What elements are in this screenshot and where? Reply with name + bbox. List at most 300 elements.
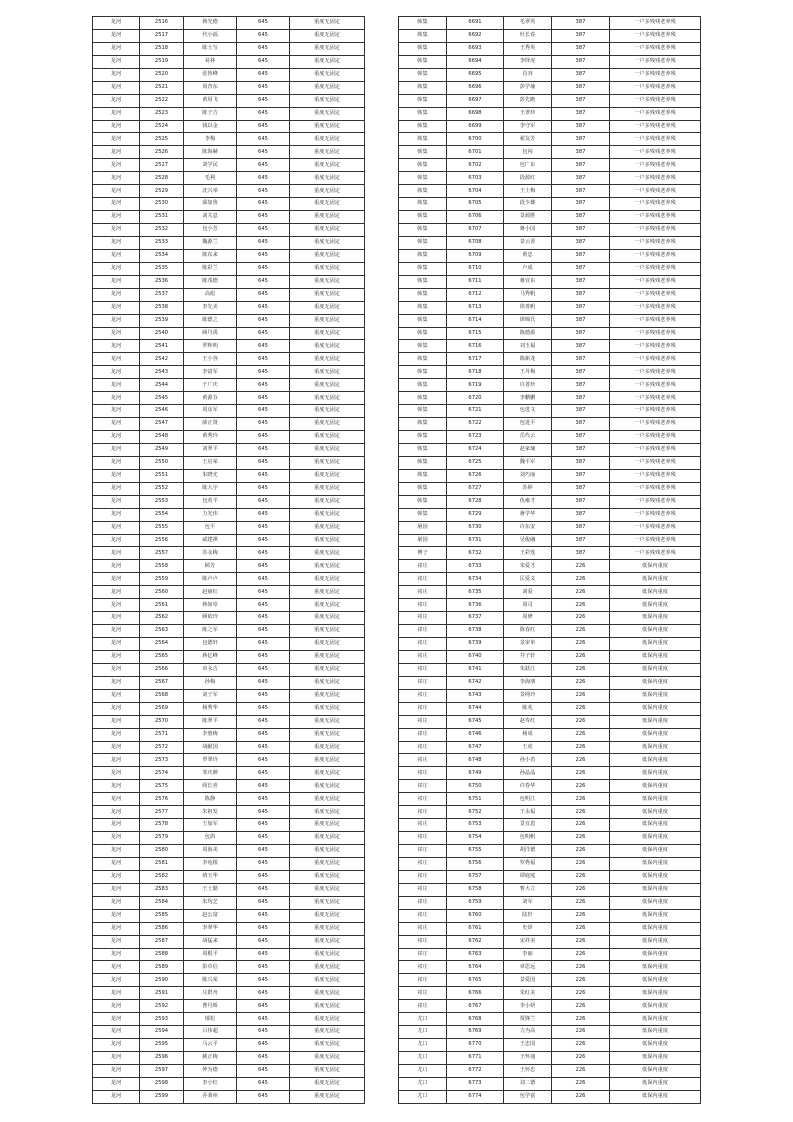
name-cell: 谭庭庭 — [504, 870, 552, 883]
serial-number-cell: 2577 — [140, 806, 184, 819]
table-row — [93, 560, 365, 573]
serial-number-cell: 2575 — [140, 780, 184, 793]
township-cell: 祁庄 — [399, 560, 447, 573]
amount-cell: 645 — [237, 1052, 290, 1065]
township-cell: 韩集 — [399, 81, 447, 94]
township-cell: 龙河 — [93, 922, 140, 935]
serial-number-cell: 6698 — [447, 107, 504, 120]
category-cell: 一户多残残老养残 — [610, 366, 701, 379]
category-cell: 低保内重度 — [610, 1077, 701, 1090]
table-row — [93, 961, 365, 974]
township-cell: 韩集 — [399, 17, 447, 30]
township-cell: 韩集 — [399, 327, 447, 340]
name-cell: 景审单 — [504, 638, 552, 651]
serial-number-cell: 2522 — [140, 94, 184, 107]
category-cell: 低保内重度 — [610, 638, 701, 651]
serial-number-cell: 2542 — [140, 353, 184, 366]
serial-number-cell: 6709 — [447, 249, 504, 262]
name-cell: 陆轩 — [504, 909, 552, 922]
category-cell: 重度无固定 — [290, 392, 365, 405]
table-row — [93, 586, 365, 599]
name-cell: 阎长喜 — [184, 780, 237, 793]
township-cell: 韩集 — [399, 495, 447, 508]
serial-number-cell: 2568 — [140, 689, 184, 702]
serial-number-cell: 2533 — [140, 236, 184, 249]
township-cell: 龙河 — [93, 55, 140, 68]
category-cell: 重度无固定 — [290, 676, 365, 689]
amount-cell: 387 — [552, 379, 610, 392]
amount-cell: 226 — [552, 625, 610, 638]
amount-cell: 645 — [237, 987, 290, 1000]
serial-number-cell: 6694 — [447, 55, 504, 68]
category-cell: 重度无固定 — [290, 650, 365, 663]
township-cell: 韩集 — [399, 340, 447, 353]
township-cell: 龙河 — [93, 42, 140, 55]
amount-cell: 645 — [237, 650, 290, 663]
township-cell: 祁庄 — [399, 909, 447, 922]
name-cell: 庄群舟 — [184, 987, 237, 1000]
township-cell: 龙河 — [93, 211, 140, 224]
serial-number-cell: 6712 — [447, 288, 504, 301]
township-cell: 尤口 — [399, 1077, 447, 1090]
category-cell: 一户多残残老养残 — [610, 120, 701, 133]
table-row — [399, 301, 701, 314]
township-cell: 韩集 — [399, 198, 447, 211]
table-row — [93, 120, 365, 133]
category-cell: 重度无固定 — [290, 1039, 365, 1052]
township-cell: 龙河 — [93, 715, 140, 728]
amount-cell: 387 — [552, 288, 610, 301]
serial-number-cell: 6754 — [447, 832, 504, 845]
township-cell: 龙河 — [93, 456, 140, 469]
category-cell: 一户多残残老养残 — [610, 534, 701, 547]
amount-cell: 387 — [552, 495, 610, 508]
amount-cell: 645 — [237, 392, 290, 405]
township-cell: 龙河 — [93, 405, 140, 418]
township-cell: 龙河 — [93, 159, 140, 172]
serial-number-cell: 6750 — [447, 780, 504, 793]
category-cell: 重度无固定 — [290, 81, 365, 94]
table-row — [399, 806, 701, 819]
amount-cell: 226 — [552, 1077, 610, 1090]
table-row — [93, 625, 365, 638]
amount-cell: 645 — [237, 767, 290, 780]
category-cell: 一户多残残老养残 — [610, 301, 701, 314]
table-row — [93, 68, 365, 81]
name-cell: 周青东 — [184, 81, 237, 94]
amount-cell: 645 — [237, 728, 290, 741]
amount-cell: 645 — [237, 301, 290, 314]
amount-cell: 645 — [237, 508, 290, 521]
township-cell: 韩集 — [399, 68, 447, 81]
township-cell: 龙河 — [93, 495, 140, 508]
amount-cell: 645 — [237, 94, 290, 107]
table-row — [93, 715, 365, 728]
table-row — [93, 728, 365, 741]
name-cell: 薛正贤 — [184, 418, 237, 431]
township-cell: 龙河 — [93, 198, 140, 211]
name-cell: 王士勤 — [184, 883, 237, 896]
township-cell: 龙河 — [93, 896, 140, 909]
serial-number-cell: 6772 — [447, 1064, 504, 1077]
category-cell: 重度无固定 — [290, 68, 365, 81]
table-row — [399, 211, 701, 224]
amount-cell: 645 — [237, 211, 290, 224]
serial-number-cell: 6759 — [447, 896, 504, 909]
serial-number-cell: 2562 — [140, 612, 184, 625]
serial-number-cell: 6767 — [447, 1000, 504, 1013]
serial-number-cell: 6714 — [447, 314, 504, 327]
amount-cell: 226 — [552, 857, 610, 870]
name-cell: 包明江 — [504, 793, 552, 806]
category-cell: 重度无固定 — [290, 806, 365, 819]
name-cell: 李惠梅 — [184, 728, 237, 741]
category-cell: 重度无固定 — [290, 961, 365, 974]
category-cell: 重度无固定 — [290, 275, 365, 288]
amount-cell: 645 — [237, 42, 290, 55]
township-cell: 龙河 — [93, 741, 140, 754]
serial-number-cell: 2547 — [140, 418, 184, 431]
serial-number-cell: 6773 — [447, 1077, 504, 1090]
township-cell: 龙河 — [93, 638, 140, 651]
name-cell: 章永吉 — [184, 663, 237, 676]
category-cell: 低保内重度 — [610, 780, 701, 793]
township-cell: 龙河 — [93, 961, 140, 974]
amount-cell: 387 — [552, 211, 610, 224]
township-cell: 龙河 — [93, 1090, 140, 1103]
amount-cell: 645 — [237, 495, 290, 508]
township-cell: 祁庄 — [399, 573, 447, 586]
name-cell: 顾芳 — [184, 560, 237, 573]
amount-cell: 645 — [237, 198, 290, 211]
name-cell: 王小容 — [184, 353, 237, 366]
amount-cell: 645 — [237, 715, 290, 728]
name-cell: 肖容 — [504, 68, 552, 81]
township-cell: 韩集 — [399, 301, 447, 314]
category-cell: 重度无固定 — [290, 741, 365, 754]
name-cell: 魏平军 — [504, 456, 552, 469]
township-cell: 龙河 — [93, 599, 140, 612]
category-cell: 低保内重度 — [610, 663, 701, 676]
township-cell: 龙河 — [93, 443, 140, 456]
category-cell: 低保内重度 — [610, 793, 701, 806]
serial-number-cell: 2579 — [140, 832, 184, 845]
serial-number-cell: 2555 — [140, 521, 184, 534]
township-cell: 韩集 — [399, 508, 447, 521]
amount-cell: 645 — [237, 948, 290, 961]
name-cell: 蒋亿峰 — [184, 650, 237, 663]
table-row — [93, 42, 365, 55]
category-cell: 低保内重度 — [610, 832, 701, 845]
township-cell: 祁庄 — [399, 845, 447, 858]
serial-number-cell: 6713 — [447, 301, 504, 314]
name-cell: 景爱国 — [504, 974, 552, 987]
table-row — [93, 922, 365, 935]
name-cell: 刘玉福 — [504, 340, 552, 353]
name-cell: 包学富 — [504, 1090, 552, 1103]
serial-number-cell: 6703 — [447, 172, 504, 185]
serial-number-cell: 2529 — [140, 185, 184, 198]
table-row — [93, 909, 365, 922]
township-cell: 祁庄 — [399, 883, 447, 896]
amount-cell: 645 — [237, 819, 290, 832]
table-row — [93, 211, 365, 224]
amount-cell: 645 — [237, 676, 290, 689]
amount-cell: 645 — [237, 586, 290, 599]
category-cell: 一户多残残老养残 — [610, 262, 701, 275]
amount-cell: 387 — [552, 198, 610, 211]
name-cell: 周彦军 — [184, 405, 237, 418]
category-cell: 重度无固定 — [290, 224, 365, 237]
table-row — [399, 418, 701, 431]
serial-number-cell: 6762 — [447, 935, 504, 948]
serial-number-cell: 2549 — [140, 443, 184, 456]
table-row — [399, 42, 701, 55]
table-row — [93, 431, 365, 444]
name-cell: 包小芳 — [184, 224, 237, 237]
table-row — [93, 81, 365, 94]
serial-number-cell: 2530 — [140, 198, 184, 211]
name-cell: 杨成 — [504, 728, 552, 741]
table-row — [399, 172, 701, 185]
amount-cell: 645 — [237, 340, 290, 353]
table-row — [93, 521, 365, 534]
amount-cell: 226 — [552, 909, 610, 922]
table-row — [93, 1090, 365, 1103]
category-cell: 低保内重度 — [610, 870, 701, 883]
table-row — [93, 392, 365, 405]
amount-cell: 645 — [237, 689, 290, 702]
township-cell: 祁庄 — [399, 625, 447, 638]
amount-cell: 226 — [552, 741, 610, 754]
serial-number-cell: 6725 — [447, 456, 504, 469]
township-cell: 龙河 — [93, 1052, 140, 1065]
name-cell: 赵家瑜 — [504, 443, 552, 456]
table-row — [93, 146, 365, 159]
township-cell: 韩集 — [399, 146, 447, 159]
name-cell: 包平 — [184, 521, 237, 534]
table-row — [93, 599, 365, 612]
name-cell: 李鹏鹏 — [504, 392, 552, 405]
category-cell: 重度无固定 — [290, 249, 365, 262]
table-row — [93, 249, 365, 262]
name-cell: 朱均芝 — [184, 896, 237, 909]
category-cell: 重度无固定 — [290, 1064, 365, 1077]
name-cell: 陈翠平 — [184, 715, 237, 728]
amount-cell: 387 — [552, 508, 610, 521]
table-row — [399, 81, 701, 94]
amount-cell: 387 — [552, 521, 610, 534]
township-cell: 龙河 — [93, 1026, 140, 1039]
table-row — [93, 612, 365, 625]
serial-number-cell: 2546 — [140, 405, 184, 418]
name-cell: 罗秀福 — [504, 857, 552, 870]
township-cell: 龙河 — [93, 107, 140, 120]
serial-number-cell: 6708 — [447, 236, 504, 249]
township-cell: 龙河 — [93, 857, 140, 870]
table-row — [399, 560, 701, 573]
category-cell: 低保内重度 — [610, 754, 701, 767]
table-row — [93, 1052, 365, 1065]
township-cell: 祁庄 — [399, 935, 447, 948]
category-cell: 重度无固定 — [290, 405, 365, 418]
category-cell: 一户多残残老养残 — [610, 55, 701, 68]
category-cell: 重度无固定 — [290, 327, 365, 340]
category-cell: 重度无固定 — [290, 482, 365, 495]
category-cell: 一户多残残老养残 — [610, 133, 701, 146]
table-row — [93, 17, 365, 30]
serial-number-cell: 2590 — [140, 974, 184, 987]
township-cell: 韩集 — [399, 29, 447, 42]
serial-number-cell: 6756 — [447, 857, 504, 870]
township-cell: 龙河 — [93, 392, 140, 405]
category-cell: 一户多残残老养残 — [610, 146, 701, 159]
name-cell: 李小妍 — [504, 1000, 552, 1013]
category-cell: 低保内重度 — [610, 650, 701, 663]
township-cell: 龙河 — [93, 482, 140, 495]
amount-cell: 226 — [552, 1000, 610, 1013]
table-row — [399, 1039, 701, 1052]
category-cell: 一户多残残老养残 — [610, 547, 701, 560]
serial-number-cell: 2582 — [140, 870, 184, 883]
amount-cell: 645 — [237, 482, 290, 495]
category-cell: 重度无固定 — [290, 133, 365, 146]
category-cell: 低保内重度 — [610, 1013, 701, 1026]
amount-cell: 645 — [237, 172, 290, 185]
serial-number-cell: 2572 — [140, 741, 184, 754]
table-row — [93, 819, 365, 832]
township-cell: 龙河 — [93, 948, 140, 961]
table-row — [399, 1000, 701, 1013]
township-cell: 龙河 — [93, 767, 140, 780]
amount-cell: 645 — [237, 1013, 290, 1026]
name-cell: 王丹梅 — [504, 366, 552, 379]
township-cell: 龙河 — [93, 340, 140, 353]
serial-number-cell: 2564 — [140, 638, 184, 651]
category-cell: 重度无固定 — [290, 987, 365, 1000]
category-cell: 重度无固定 — [290, 17, 365, 30]
name-cell: 李守军 — [504, 120, 552, 133]
township-cell: 韩集 — [399, 443, 447, 456]
name-cell: 易林 — [184, 55, 237, 68]
amount-cell: 387 — [552, 327, 610, 340]
serial-number-cell: 6733 — [447, 560, 504, 573]
serial-number-cell: 2576 — [140, 793, 184, 806]
amount-cell: 645 — [237, 1090, 290, 1103]
serial-number-cell: 2588 — [140, 948, 184, 961]
serial-number-cell: 2540 — [140, 327, 184, 340]
name-cell: 陈彩兰 — [184, 262, 237, 275]
township-cell: 龙河 — [93, 560, 140, 573]
name-cell: 曹大立 — [504, 883, 552, 896]
serial-number-cell: 6723 — [447, 431, 504, 444]
township-cell: 尤口 — [399, 1064, 447, 1077]
serial-number-cell: 2534 — [140, 249, 184, 262]
table-row — [93, 327, 365, 340]
serial-number-cell: 6743 — [447, 689, 504, 702]
amount-cell: 387 — [552, 547, 610, 560]
name-cell: 包广东 — [504, 159, 552, 172]
category-cell: 一户多残残老养残 — [610, 418, 701, 431]
amount-cell: 645 — [237, 456, 290, 469]
category-cell: 一户多残残老养残 — [610, 456, 701, 469]
category-cell: 低保内重度 — [610, 883, 701, 896]
name-cell: 孙小省 — [504, 754, 552, 767]
serial-number-cell: 6757 — [447, 870, 504, 883]
township-cell: 龙河 — [93, 172, 140, 185]
table-row — [93, 262, 365, 275]
serial-number-cell: 2526 — [140, 146, 184, 159]
township-cell: 韩集 — [399, 314, 447, 327]
township-cell: 韩集 — [399, 288, 447, 301]
amount-cell: 645 — [237, 638, 290, 651]
table-row — [93, 482, 365, 495]
township-cell: 祁庄 — [399, 638, 447, 651]
amount-cell: 645 — [237, 1064, 290, 1077]
table-row — [399, 573, 701, 586]
amount-cell: 645 — [237, 159, 290, 172]
table-row — [93, 780, 365, 793]
name-cell: 翟友芳 — [504, 133, 552, 146]
township-cell: 龙河 — [93, 29, 140, 42]
category-cell: 重度无固定 — [290, 340, 365, 353]
amount-cell: 645 — [237, 1026, 290, 1039]
amount-cell: 387 — [552, 42, 610, 55]
serial-number-cell: 6763 — [447, 948, 504, 961]
table-row — [399, 1013, 701, 1026]
township-cell: 祁庄 — [399, 702, 447, 715]
township-cell: 尤口 — [399, 1039, 447, 1052]
amount-cell: 387 — [552, 94, 610, 107]
name-cell: 仇雍才 — [504, 495, 552, 508]
name-cell: 王加军 — [184, 819, 237, 832]
serial-number-cell: 2519 — [140, 55, 184, 68]
category-cell: 低保内重度 — [610, 586, 701, 599]
category-cell: 一户多残残老养残 — [610, 392, 701, 405]
amount-cell: 387 — [552, 301, 610, 314]
name-cell: 李铎虎 — [504, 55, 552, 68]
table-row — [93, 443, 365, 456]
name-cell: 陈静 — [184, 793, 237, 806]
table-row — [399, 405, 701, 418]
serial-number-cell: 2548 — [140, 431, 184, 444]
township-cell: 龙河 — [93, 236, 140, 249]
category-cell: 重度无固定 — [290, 29, 365, 42]
category-cell: 低保内重度 — [610, 702, 701, 715]
category-cell: 低保内重度 — [610, 715, 701, 728]
category-cell: 低保内重度 — [610, 728, 701, 741]
amount-cell: 645 — [237, 521, 290, 534]
serial-number-cell: 6742 — [447, 676, 504, 689]
category-cell: 一户多残残老养残 — [610, 353, 701, 366]
category-cell: 重度无固定 — [290, 715, 365, 728]
amount-cell: 645 — [237, 896, 290, 909]
township-cell: 龙河 — [93, 883, 140, 896]
table-row — [93, 534, 365, 547]
category-cell: 重度无固定 — [290, 909, 365, 922]
township-cell: 龙河 — [93, 909, 140, 922]
amount-cell: 645 — [237, 249, 290, 262]
table-row — [399, 883, 701, 896]
amount-cell: 387 — [552, 68, 610, 81]
name-cell: 刘巧丽 — [504, 469, 552, 482]
amount-cell: 645 — [237, 922, 290, 935]
category-cell: 一户多残残老养残 — [610, 314, 701, 327]
name-cell: 徐善帆 — [504, 301, 552, 314]
serial-number-cell: 6758 — [447, 883, 504, 896]
serial-number-cell: 2587 — [140, 935, 184, 948]
table-row — [399, 353, 701, 366]
